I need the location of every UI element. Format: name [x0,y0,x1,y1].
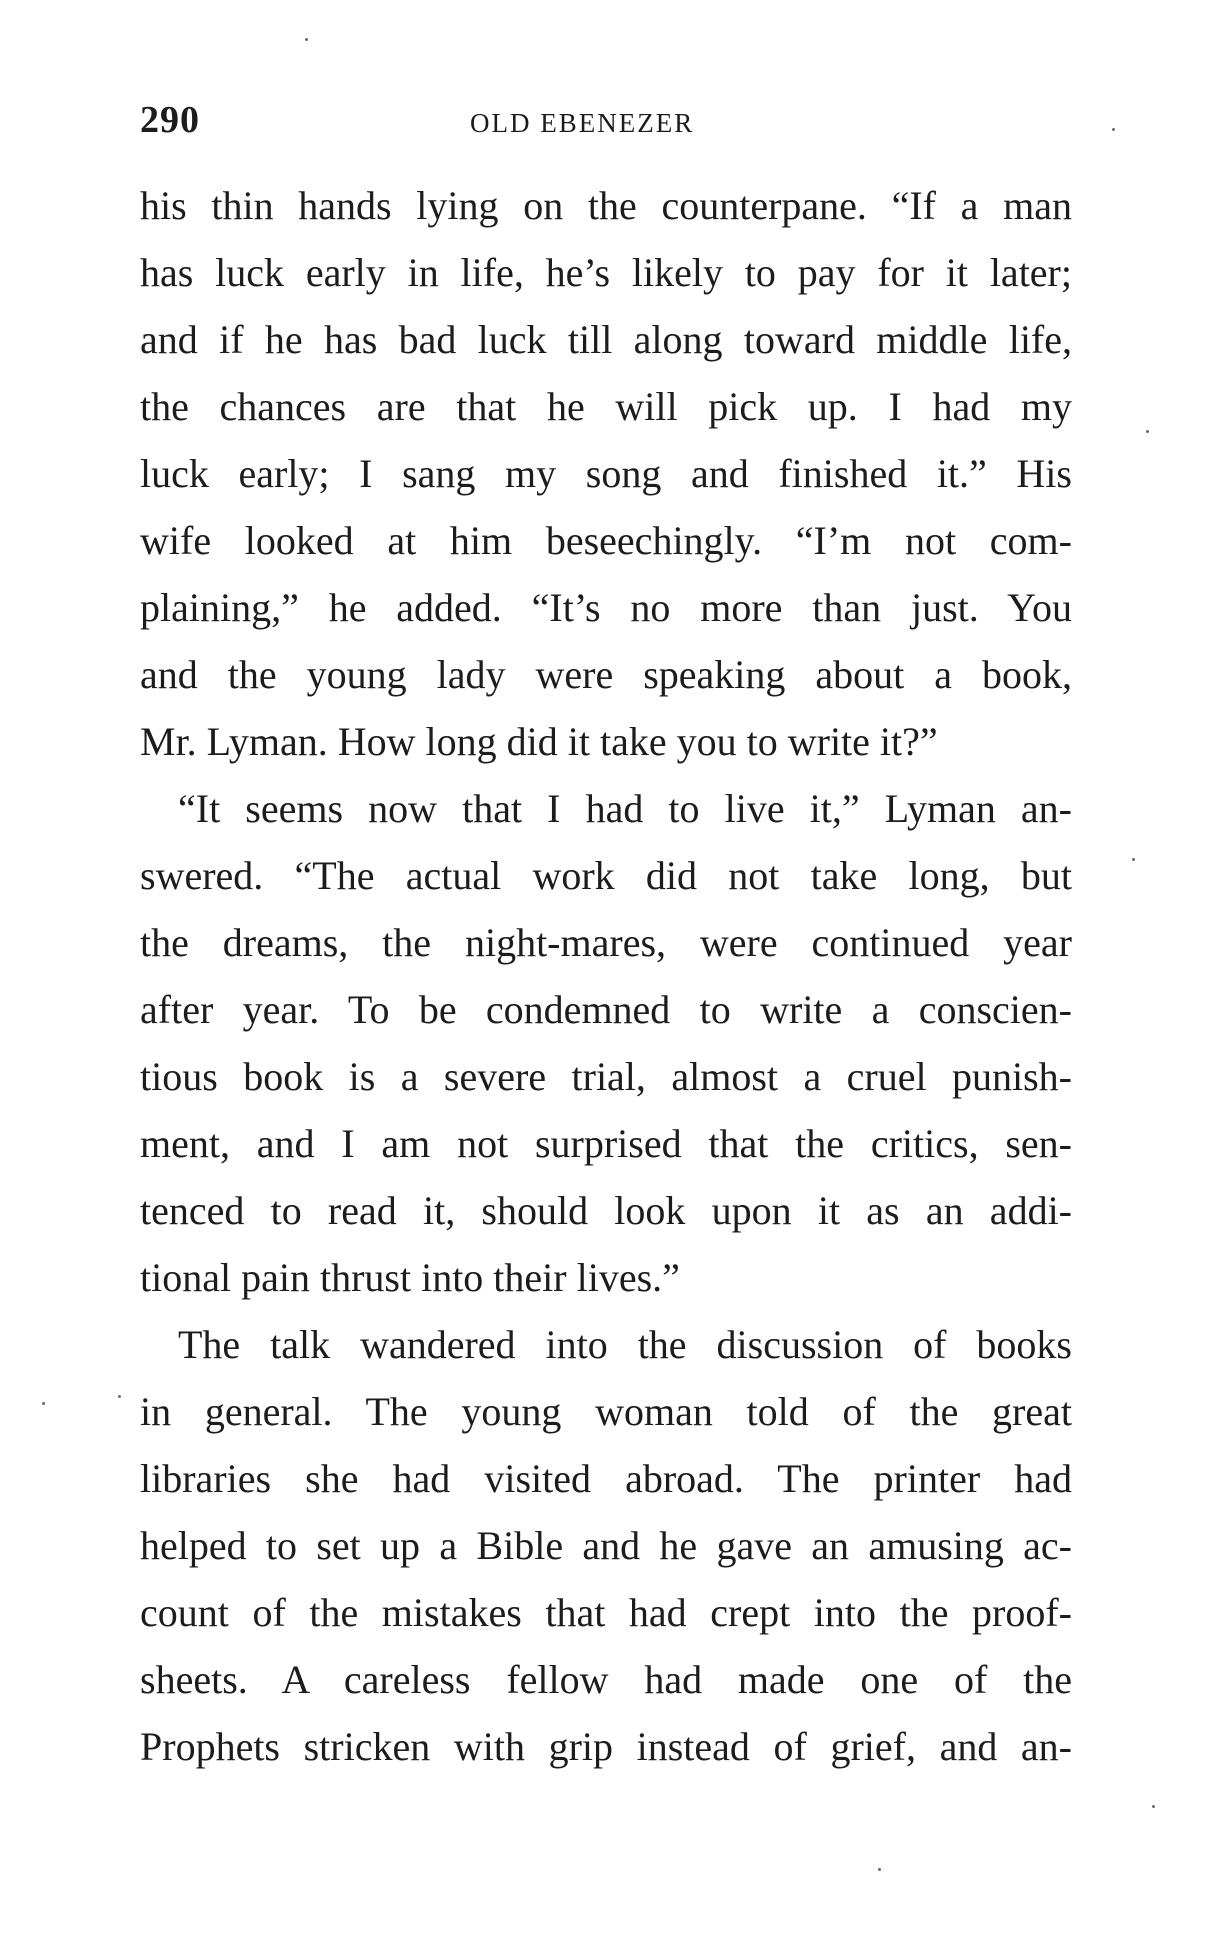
paper-speck [1152,1805,1155,1808]
text-line: tional pain thrust into their lives.” [140,1255,680,1300]
body-text [140,172,1072,1780]
text-line: Prophets stricken with grip instead of grief, and an- [140,1724,1072,1769]
text-line: libraries she had visited abroad. The printer had [140,1456,1072,1501]
text-line: his thin hands lying on the counterpane. “If a man [140,183,1072,228]
text-line: after year. To be condemned to write a conscien- [140,987,1072,1032]
text-line: luck early; I sang my song and finished it.” His [140,451,1072,496]
text-line: sheets. A careless fellow had made one of the [140,1657,1072,1702]
text-line: count of the mistakes that had crept into the proof- [140,1590,1072,1635]
text-line: swered. “The actual work did not take long, but [140,853,1072,898]
paper-speck [1146,430,1149,433]
paper-speck [305,38,308,41]
page-number: 290 [140,99,200,141]
running-title: OLD EBENEZER [470,108,695,138]
paper-speck [1132,858,1135,861]
text-line: ment, and I am not surprised that the critics, sen- [140,1121,1072,1166]
text-line: has luck early in life, he’s likely to pay for it later; [140,250,1072,295]
running-head [140,98,1080,148]
text-line: the dreams, the night-mares, were continued year [140,920,1072,965]
text-line: and the young lady were speaking about a book, [140,652,1072,697]
paper-speck [118,1395,121,1398]
text-line: plaining,” he added. “It’s no more than just. You [140,585,1072,630]
text-line: Mr. Lyman. How long did it take you to write it?” [140,719,938,764]
text-line: and if he has bad luck till along toward middle life, [140,317,1072,362]
paper-speck [42,1402,45,1405]
text-line: “It seems now that I had to live it,” Lyman an- [178,786,1072,831]
text-line: the chances are that he will pick up. I had my [140,384,1072,429]
text-line: tious book is a severe trial, almost a cruel punish- [140,1054,1072,1099]
text-line: The talk wandered into the discussion of books [178,1322,1072,1367]
paper-speck [878,1868,881,1871]
text-line: wife looked at him beseechingly. “I’m not com- [140,518,1072,563]
text-line: in general. The young woman told of the great [140,1389,1072,1434]
text-line: tenced to read it, should look upon it as an addi- [140,1188,1072,1233]
text-line: helped to set up a Bible and he gave an amusing ac- [140,1523,1072,1568]
paper-speck [1112,128,1115,131]
